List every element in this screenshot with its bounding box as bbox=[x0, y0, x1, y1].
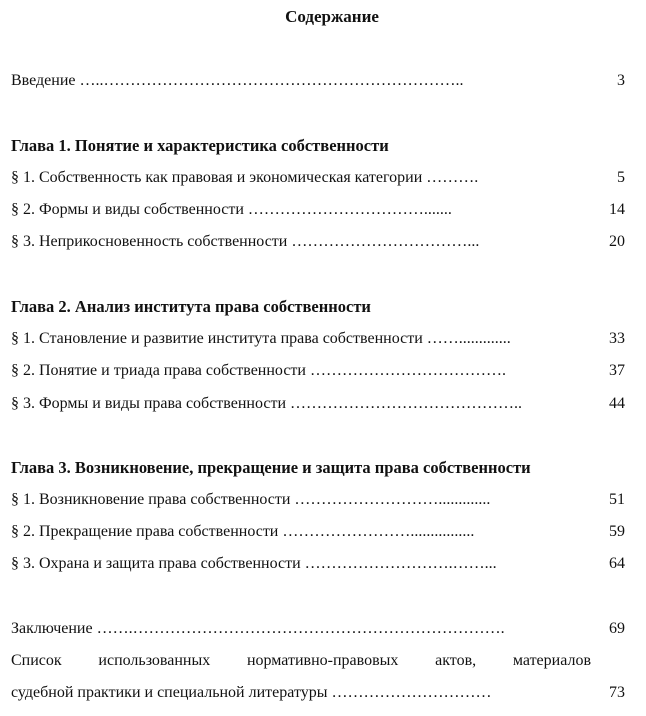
toc-entry-label: § 3. Формы и виды права собственности …………………………………….. bbox=[11, 395, 523, 412]
toc-page-number: 69 bbox=[609, 620, 625, 637]
toc-entry-conclusion[interactable] bbox=[11, 618, 625, 640]
toc-page-number: 51 bbox=[609, 491, 625, 508]
toc-entry-label: § 2. Понятие и триада права собственности ………………………………. bbox=[11, 362, 506, 379]
toc-entry-ch1-s1[interactable] bbox=[11, 167, 625, 189]
toc-entry-label: § 1. Собственность как правовая и экономическая категории ………. bbox=[11, 169, 479, 186]
toc-entry-ch2-s1[interactable] bbox=[11, 328, 625, 350]
toc-entry-intro[interactable] bbox=[11, 70, 625, 92]
chapter-heading-2: Глава 2. Анализ института права собственности bbox=[11, 297, 371, 316]
toc-entry-ch2-s3[interactable] bbox=[11, 393, 625, 415]
toc-entry-label: судебной практики и специальной литературы ………………………… bbox=[11, 684, 492, 701]
toc-entry-label: § 1. Возникновение права собственности ………………………............. bbox=[11, 491, 491, 508]
toc-entry-ch3-s3[interactable] bbox=[11, 553, 625, 575]
toc-entry-ch2-s2[interactable] bbox=[11, 360, 625, 382]
toc-page-number: 37 bbox=[609, 362, 625, 379]
toc-page-number: 5 bbox=[617, 169, 625, 186]
toc-entry-ch1-s2[interactable] bbox=[11, 199, 625, 221]
toc-entry-ch3-s1[interactable] bbox=[11, 489, 625, 511]
toc-entry-label: Введение …..………………………………………………………….. bbox=[11, 72, 464, 89]
toc-page-number: 3 bbox=[617, 72, 625, 89]
toc-entry-label: § 2. Формы и виды собственности ……………………………....... bbox=[11, 201, 452, 218]
toc-page-number: 64 bbox=[609, 555, 625, 572]
chapter-heading-1: Глава 1. Понятие и характеристика собственности bbox=[11, 136, 389, 155]
toc-entry-bibliography-line1: Список использованных нормативно-правовых актов, материалов bbox=[11, 652, 591, 669]
page-title: Содержание bbox=[285, 7, 379, 26]
toc-entry-label: § 3. Охрана и защита права собственности ……………………….……... bbox=[11, 555, 497, 572]
toc-entry-label: Заключение …….……………………………………………………………. bbox=[11, 620, 505, 637]
toc-page-number: 59 bbox=[609, 523, 625, 540]
toc-entry-label: § 3. Неприкосновенность собственности ……………………………... bbox=[11, 233, 480, 250]
toc-page-number: 73 bbox=[609, 684, 625, 701]
toc-entry-label: § 1. Становление и развитие института права собственности ……............. bbox=[11, 330, 511, 347]
toc-page-number: 20 bbox=[609, 233, 625, 250]
toc-entry-ch3-s2[interactable] bbox=[11, 521, 625, 543]
toc-page-number: 14 bbox=[609, 201, 625, 218]
toc-page-number: 44 bbox=[609, 395, 625, 412]
toc-page-number: 33 bbox=[609, 330, 625, 347]
chapter-heading-3: Глава 3. Возникновение, прекращение и защита права собственности bbox=[11, 458, 531, 477]
toc-entry-ch1-s3[interactable] bbox=[11, 231, 625, 253]
toc-entry-bibliography[interactable] bbox=[11, 682, 625, 704]
toc-entry-label: § 2. Прекращение права собственности ……………………................ bbox=[11, 523, 475, 540]
